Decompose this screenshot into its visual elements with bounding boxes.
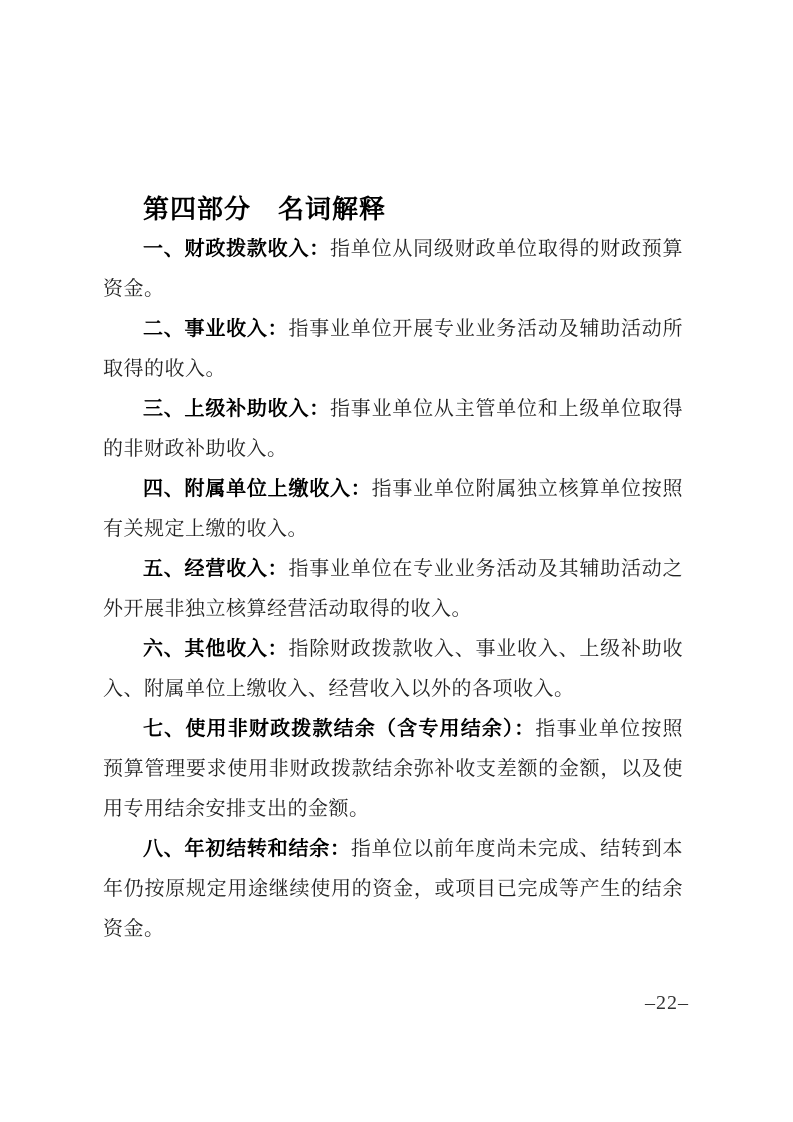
page-number: –22– (645, 992, 689, 1014)
glossary-definition-3: 指事业单位从主管单位和上级单位取得的非财政补助收入。 (103, 398, 684, 460)
glossary-definition-7: 指事业单位按照预算管理要求使用非财政拨款结余弥补收支差额的金额，以及使用专用结余安排支出的金额。 (103, 718, 684, 820)
glossary-term-5: 五、经营收入： (143, 558, 289, 580)
glossary-item-7 (103, 709, 683, 829)
glossary-term-7: 七、使用非财政拨款结余（含专用结余）： (143, 718, 536, 740)
glossary-section (103, 189, 683, 949)
glossary-definition-4: 指事业单位附属独立核算单位按照有关规定上缴的收入。 (103, 478, 684, 540)
glossary-item-5 (103, 549, 683, 629)
glossary-item-2 (103, 309, 683, 389)
glossary-definition-6: 指除财政拨款收入、事业收入、上级补助收入、附属单位上缴收入、经营收入以外的各项收入。 (103, 638, 684, 700)
glossary-item-6 (103, 629, 683, 709)
glossary-term-3: 三、上级补助收入： (143, 398, 331, 420)
glossary-term-4: 四、附属单位上缴收入： (143, 478, 372, 500)
glossary-term-1: 一、财政拨款收入： (143, 238, 331, 260)
glossary-definition-2: 指事业单位开展专业业务活动及辅助活动所取得的收入。 (103, 318, 684, 380)
glossary-definition-5: 指事业单位在专业业务活动及其辅助活动之外开展非独立核算经营活动取得的收入。 (103, 558, 684, 620)
glossary-item-4 (103, 469, 683, 549)
glossary-item-1 (103, 229, 683, 309)
glossary-term-2: 二、事业收入： (143, 318, 289, 340)
glossary-item-3 (103, 389, 683, 469)
glossary-term-6: 六、其他收入： (143, 638, 289, 660)
glossary-item-8 (103, 829, 683, 949)
glossary-term-8: 八、年初结转和结余： (143, 838, 351, 860)
glossary-definition-8: 指单位以前年度尚未完成、结转到本年仍按原规定用途继续使用的资金，或项目已完成等产生的结余资金。 (103, 838, 684, 940)
glossary-definition-1: 指单位从同级财政单位取得的财政预算资金。 (103, 238, 684, 300)
section-title: 第四部分 名词解释 (143, 194, 387, 224)
